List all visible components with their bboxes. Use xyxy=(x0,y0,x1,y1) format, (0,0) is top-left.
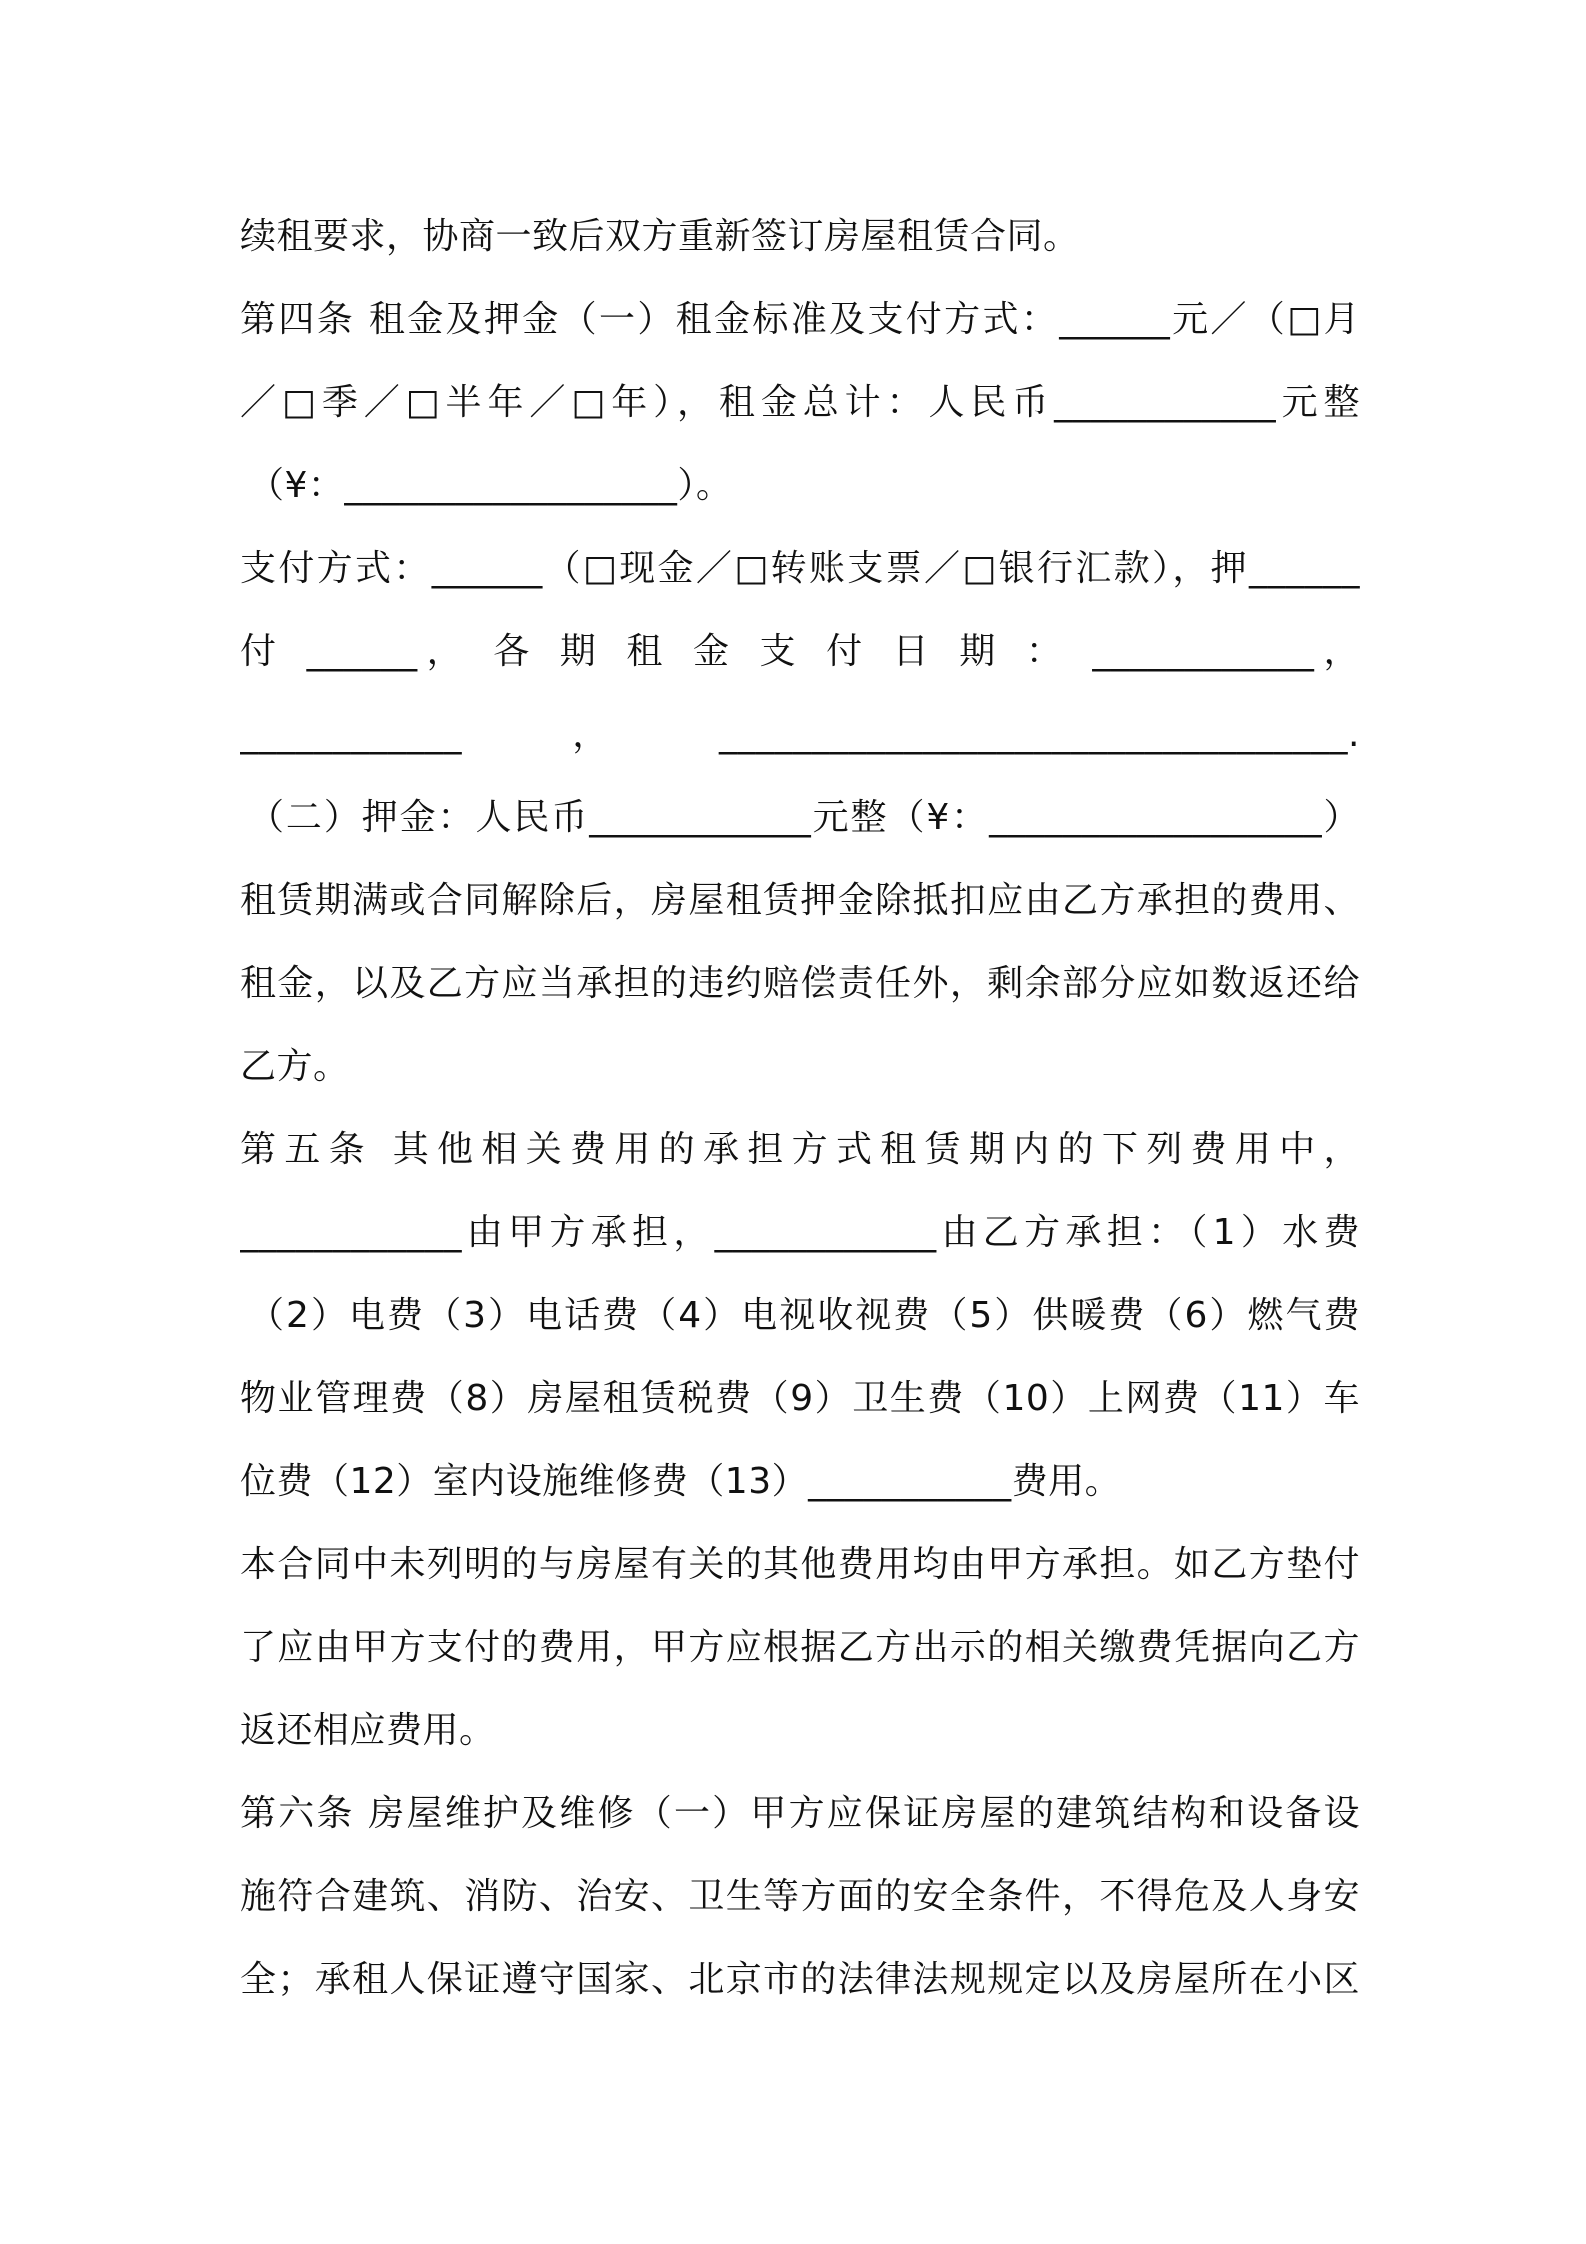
text-line: （二）押金：人民币____________元整（¥：__________________） xyxy=(248,797,1360,838)
contract-body xyxy=(240,195,1360,2021)
text-line: 了应由甲方支付的费用，甲方应根据乙方出示的相关缴费凭据向乙方 xyxy=(240,1627,1360,1668)
text-line: 支付方式：______（□现金／□转账支票／□银行汇款），押______ xyxy=(240,548,1360,589)
text-line: 付 ______， 各 期 租 金 支 付 日 期 ： ____________， xyxy=(240,631,1360,672)
text-line: 物业管理费（8）房屋租赁税费（9）卫生费（10）上网费（11）车 xyxy=(240,1378,1360,1419)
text-line: （¥：__________________）。 xyxy=(248,465,733,506)
text-line: 第四条 租金及押金（一）租金标准及支付方式：______元／（□月 xyxy=(240,299,1360,340)
text-line: （2）电费（3）电话费（4）电视收视费（5）供暖费（6）燃气费 xyxy=(248,1295,1360,1336)
text-line: 乙方。 xyxy=(240,1046,350,1087)
text-line: ____________由甲方承担，____________由乙方承担：（1）水费 xyxy=(240,1212,1360,1253)
text-line: 第六条 房屋维护及维修（一）甲方应保证房屋的建筑结构和设备设 xyxy=(240,1793,1360,1834)
text-line: 租赁期满或合同解除后，房屋租赁押金除抵扣应由乙方承担的费用、 xyxy=(240,880,1360,921)
text-line: 全；承租人保证遵守国家、北京市的法律法规规定以及房屋所在小区 xyxy=(240,1959,1360,2000)
text-line: 续租要求，协商一致后双方重新签订房屋租赁合同。 xyxy=(240,216,1080,257)
text-line: 租金，以及乙方应当承担的违约赔偿责任外，剩余部分应如数返还给 xyxy=(240,963,1360,1004)
text-line: 施符合建筑、消防、治安、卫生等方面的安全条件，不得危及人身安 xyxy=(240,1876,1360,1917)
text-line: 返还相应费用。 xyxy=(240,1710,496,1751)
text-line: 第五条 其他相关费用的承担方式租赁期内的下列费用中， xyxy=(240,1129,1360,1170)
text-line: ____________，__________________________________. xyxy=(240,714,1360,755)
text-line: 位费（12）室内设施维修费（13）___________费用。 xyxy=(240,1461,1122,1502)
text-line: 本合同中未列明的与房屋有关的其他费用均由甲方承担。如乙方垫付 xyxy=(240,1544,1360,1585)
text-line: ／□季／□半年／□年），租金总计：人民币____________元整 xyxy=(240,382,1360,423)
